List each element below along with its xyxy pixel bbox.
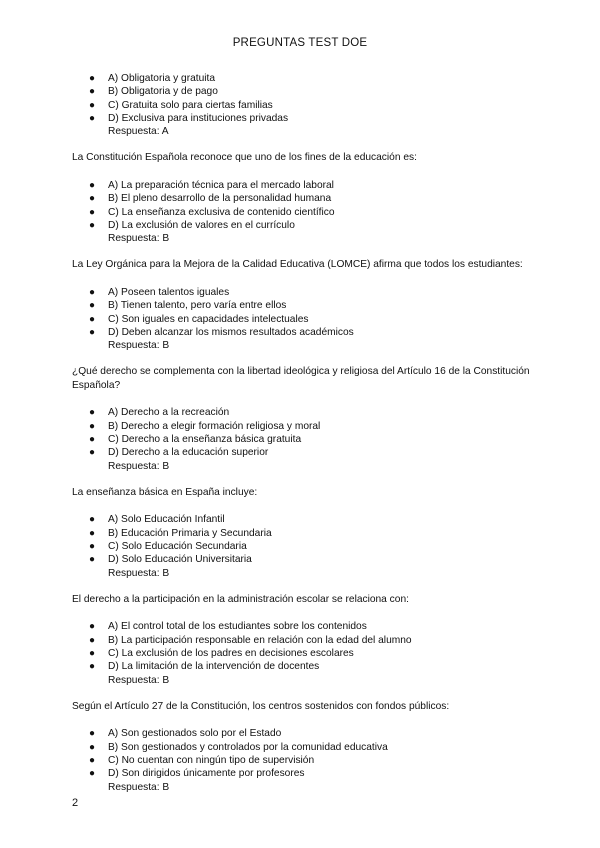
question-text: El derecho a la participación en la administración escolar se relaciona con: xyxy=(72,593,409,605)
option-item: ● A) El control total de los estudiantes sobre los contenidos xyxy=(89,621,367,633)
bullet-icon: ● xyxy=(89,541,96,553)
question-text: ¿Qué derecho se complementa con la libertad ideológica y religiosa del Artículo 16 de la Constitución Española? xyxy=(72,366,530,391)
question-text: La enseñanza básica en España incluye: xyxy=(72,486,258,498)
question-block xyxy=(72,151,532,245)
option-item: ● B) Derecho a elegir formación religiosa y moral xyxy=(89,420,321,432)
answer-text: Respuesta: A xyxy=(108,126,169,138)
answer-text: Respuesta: B xyxy=(108,781,170,793)
answer-text: Respuesta: B xyxy=(108,674,170,686)
option-item: ● C) No cuentan con ningún tipo de supervisión xyxy=(89,755,315,766)
question-block xyxy=(72,700,532,794)
answer-text: Respuesta: B xyxy=(108,233,170,245)
bullet-icon: ● xyxy=(89,434,96,446)
option-item: ● D) La exclusión de valores en el currículo xyxy=(89,219,295,231)
bullet-icon: ● xyxy=(89,661,96,673)
bullet-icon: ● xyxy=(89,73,96,84)
question-block xyxy=(72,72,532,138)
options-list xyxy=(72,406,532,459)
bullet-icon: ● xyxy=(89,768,96,780)
bullet-icon: ● xyxy=(89,86,96,98)
bullet-icon: ● xyxy=(89,407,96,419)
option-item: ● A) La preparación técnica para el mercado laboral xyxy=(89,179,334,191)
question-list xyxy=(72,72,532,807)
bullet-icon: ● xyxy=(89,99,96,111)
page-number: 2 xyxy=(72,797,79,809)
answer-text: Respuesta: B xyxy=(108,340,170,352)
bullet-icon: ● xyxy=(89,755,96,766)
bullet-icon: ● xyxy=(89,527,96,539)
bullet-icon: ● xyxy=(89,326,96,338)
bullet-icon: ● xyxy=(89,634,96,646)
options-list xyxy=(72,286,532,339)
question-block xyxy=(72,593,532,687)
option-item: ● A) Solo Educación Infantil xyxy=(89,514,225,526)
bullet-icon: ● xyxy=(89,286,96,298)
option-item: ● A) Son gestionados solo por el Estado xyxy=(89,728,282,740)
question-block xyxy=(72,486,532,580)
question-text: La Constitución Española reconoce que uno de los fines de la educación es: xyxy=(72,152,417,164)
bullet-icon: ● xyxy=(89,219,96,231)
option-item: ● B) Tienen talento, pero varía entre ellos xyxy=(89,300,287,312)
answer-text: Respuesta: B xyxy=(108,460,170,472)
options-list xyxy=(72,72,532,125)
bullet-icon: ● xyxy=(89,420,96,432)
option-item: ● D) Derecho a la educación superior xyxy=(89,447,269,459)
option-item: ● D) Son dirigidos únicamente por profesores xyxy=(89,768,305,780)
answer-text: Respuesta: B xyxy=(108,567,170,579)
option-item: ● B) Obligatoria y de pago xyxy=(89,86,218,98)
bullet-icon: ● xyxy=(89,621,96,633)
options-list xyxy=(72,513,532,566)
bullet-icon: ● xyxy=(89,313,96,325)
options-list xyxy=(72,727,532,780)
question-block xyxy=(72,365,532,472)
option-item: ● D) Exclusiva para instituciones privadas xyxy=(89,112,289,124)
option-item: ● C) Son iguales en capacidades intelectuales xyxy=(89,313,309,325)
option-item: ● C) La exclusión de los padres en decisiones escolares xyxy=(89,648,354,660)
bullet-icon: ● xyxy=(89,300,96,312)
option-item: ● D) Solo Educación Universitaria xyxy=(89,554,252,566)
bullet-icon: ● xyxy=(89,447,96,459)
option-item: ● D) Deben alcanzar los mismos resultados académicos xyxy=(89,326,354,338)
bullet-icon: ● xyxy=(89,193,96,205)
option-item: ● B) La participación responsable en relación con la edad del alumno xyxy=(89,634,412,646)
question-text: La Ley Orgánica para la Mejora de la Calidad Educativa (LOMCE) afirma que todos los estudiantes: xyxy=(72,259,523,271)
bullet-icon: ● xyxy=(89,179,96,191)
option-item: ● C) Solo Educación Secundaria xyxy=(89,541,247,553)
option-item: ● C) Gratuita solo para ciertas familias xyxy=(89,99,273,111)
options-list xyxy=(72,179,532,232)
bullet-icon: ● xyxy=(89,741,96,753)
option-item: ● A) Poseen talentos iguales xyxy=(89,286,230,298)
option-item: ● B) Son gestionados y controlados por la comunidad educativa xyxy=(89,741,388,753)
bullet-icon: ● xyxy=(89,648,96,660)
options-list xyxy=(72,620,532,673)
option-item: ● B) Educación Primaria y Secundaria xyxy=(89,527,272,539)
bullet-icon: ● xyxy=(89,554,96,566)
question-text: Según el Artículo 27 de la Constitución, los centros sostenidos con fondos públicos: xyxy=(72,700,450,712)
option-item: ● D) La limitación de la intervención de docentes xyxy=(89,661,320,673)
bullet-icon: ● xyxy=(89,112,96,124)
page-header-title: PREGUNTAS TEST DOE xyxy=(232,37,368,49)
bullet-icon: ● xyxy=(89,514,96,526)
question-block xyxy=(72,258,532,352)
bullet-icon: ● xyxy=(89,728,96,740)
option-item: ● B) El pleno desarrollo de la personalidad humana xyxy=(89,193,332,205)
option-item: ● C) La enseñanza exclusiva de contenido científico xyxy=(89,206,335,218)
option-item: ● A) Obligatoria y gratuita xyxy=(89,73,216,84)
option-item: ● A) Derecho a la recreación xyxy=(89,407,230,419)
bullet-icon: ● xyxy=(89,206,96,218)
option-item: ● C) Derecho a la enseñanza básica gratuita xyxy=(89,434,302,446)
